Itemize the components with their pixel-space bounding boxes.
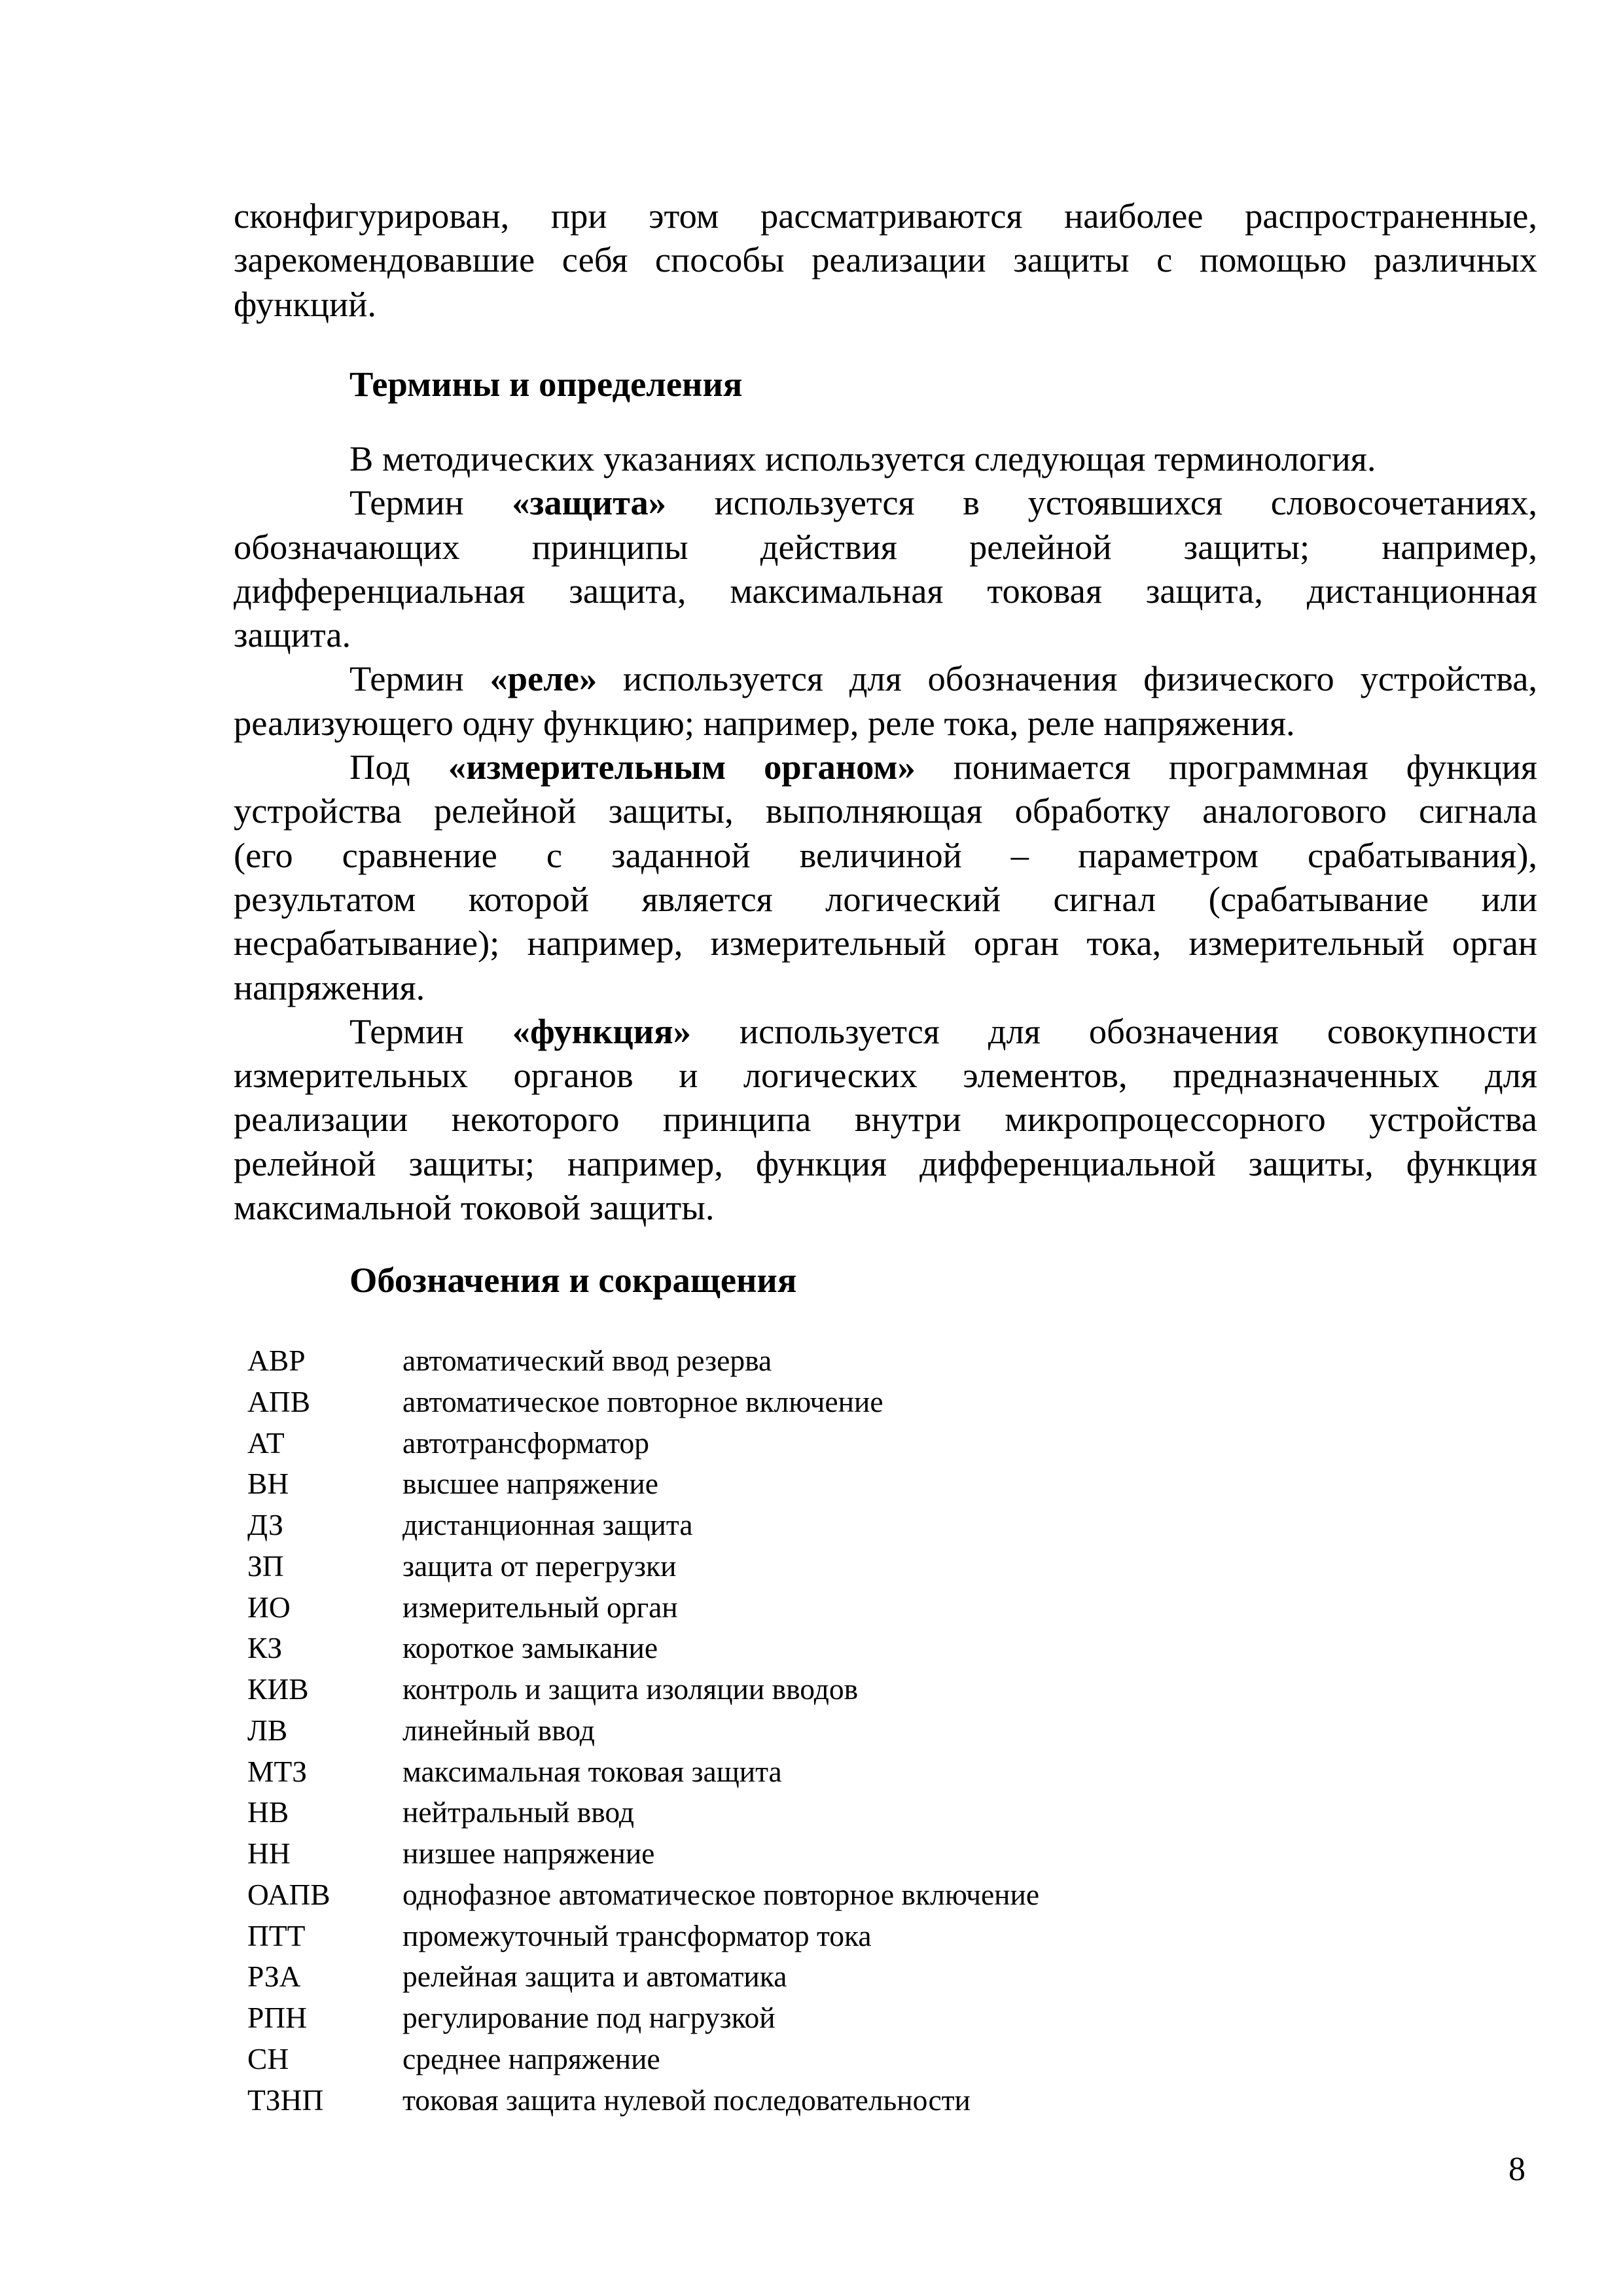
- abbreviation-code: ПТТ: [247, 1918, 306, 1952]
- abbreviation-row: [247, 2039, 1039, 2080]
- abbreviation-code: АТ: [247, 1426, 285, 1460]
- abbreviation-text: токовая защита нулевой последовательности: [402, 2083, 971, 2117]
- paragraph-function-line: [234, 1009, 1537, 1053]
- abbreviation-code: ЗП: [247, 1549, 284, 1583]
- abbreviation-row: [247, 1916, 1039, 1957]
- text-line: реализующего одну функцию; например, реле тока, реле напряжения.: [234, 702, 1295, 743]
- text-run: используется для обозначения совокупности: [690, 1011, 1537, 1051]
- abbreviation-text: однофазное автоматическое повторное включение: [402, 1877, 1040, 1911]
- text-line: зарекомендовавшие себя способы реализации защиты с помощью различных: [234, 240, 1537, 280]
- abbreviation-row: [247, 1998, 1039, 2039]
- abbreviation-code: КИВ: [247, 1672, 309, 1706]
- abbreviation-text: автотрансформатор: [402, 1426, 650, 1460]
- paragraph-terminology: В методических указаниях используется следующая терминология.: [349, 439, 1376, 478]
- text-run: используется для обозначения физического устройства,: [597, 658, 1538, 699]
- paragraph-relay-line: [234, 656, 1537, 700]
- text-line: релейной защиты; например, функция дифференциальной защиты, функция: [234, 1143, 1537, 1183]
- paragraph-protection-line: [234, 480, 1537, 524]
- text-line: результатом которой является логический сигнал (срабатывание или: [234, 878, 1537, 919]
- abbreviation-code: НВ: [247, 1795, 289, 1829]
- abbreviation-text: промежуточный трансформатор тока: [402, 1918, 872, 1952]
- abbreviation-row: [247, 1505, 1039, 1546]
- abbreviation-code: ДЗ: [247, 1508, 283, 1541]
- abbreviation-row: [247, 2080, 1039, 2121]
- abbreviation-row: [247, 1833, 1039, 1874]
- text-line: напряжения.: [234, 967, 425, 1007]
- terms-heading: Термины и определения: [349, 364, 743, 404]
- term-relay: «реле»: [490, 658, 597, 699]
- abbreviation-code: КЗ: [247, 1631, 283, 1665]
- abbreviation-row: [247, 1587, 1039, 1628]
- abbreviation-text: короткое замыкание: [402, 1631, 658, 1665]
- paragraph-measuring-line: [234, 745, 1537, 789]
- abbreviation-row: [247, 1382, 1039, 1423]
- abbreviation-code: ЛВ: [247, 1713, 288, 1747]
- text-run: используется в устоявшихся словосочетаниях,: [666, 482, 1537, 523]
- abbreviation-code: СН: [247, 2041, 289, 2075]
- abbreviation-text: линейный ввод: [402, 1713, 595, 1747]
- text-line: функций.: [234, 283, 376, 324]
- page-number: 8: [1508, 2151, 1525, 2188]
- text-line: несрабатывание); например, измерительный орган тока, измерительный орган: [234, 923, 1537, 963]
- abbreviation-code: ИО: [247, 1590, 291, 1624]
- text-line: устройства релейной защиты, выполняющая обработку аналогового сигнала: [234, 791, 1537, 831]
- abbreviation-code: АПВ: [247, 1384, 311, 1418]
- abbreviation-row: [247, 1423, 1039, 1464]
- text-line: (его сравнение с заданной величиной – параметром срабатывания),: [234, 834, 1537, 875]
- abbreviation-row: [247, 1546, 1039, 1587]
- abbreviation-text: нейтральный ввод: [402, 1795, 635, 1829]
- abbreviation-row: [247, 1463, 1039, 1505]
- text-run: Термин: [349, 1011, 512, 1051]
- text-line: максимальной токовой защиты.: [234, 1187, 715, 1228]
- abbreviation-code: МТЗ: [247, 1754, 308, 1788]
- text-run: Термин: [349, 482, 512, 523]
- text-line: сконфигурирован, при этом рассматриваются наиболее распространенные,: [234, 196, 1537, 236]
- abbreviation-text: измерительный орган: [402, 1590, 678, 1624]
- text-line: обозначающих принципы действия релейной защиты; например,: [234, 526, 1537, 567]
- text-run: Термин: [349, 658, 490, 699]
- abbreviation-text: защита от перегрузки: [402, 1549, 677, 1583]
- abbreviation-row: [247, 1710, 1039, 1751]
- abbreviation-code: РПН: [247, 2001, 308, 2034]
- text-line: дифференциальная защита, максимальная токовая защита, дистанционная: [234, 570, 1537, 611]
- term-function: «функция»: [512, 1011, 691, 1051]
- abbreviation-code: НН: [247, 1837, 291, 1870]
- terms-body: [234, 437, 1537, 1229]
- abbreviation-text: максимальная токовая защита: [402, 1754, 782, 1788]
- term-measuring-element: «измерительным органом»: [448, 747, 916, 787]
- abbreviation-code: ВН: [247, 1467, 289, 1501]
- abbreviation-row: [247, 1874, 1039, 1916]
- abbreviations-heading: Обозначения и сокращения: [349, 1260, 797, 1300]
- abbreviation-text: релейная защита и автоматика: [402, 1960, 787, 1994]
- abbreviation-code: ОАПВ: [247, 1877, 330, 1911]
- abbreviation-text: дистанционная защита: [402, 1508, 693, 1541]
- abbreviations-table-body: [247, 1340, 1039, 2121]
- term-protection: «защита»: [512, 482, 667, 523]
- abbreviation-text: регулирование под нагрузкой: [402, 2001, 776, 2034]
- text-run: понимается программная функция: [915, 747, 1537, 787]
- abbreviation-text: среднее напряжение: [402, 2041, 660, 2075]
- abbreviation-text: низшее напряжение: [402, 1837, 655, 1870]
- abbreviation-code: АВР: [247, 1344, 306, 1377]
- abbreviation-code: РЗА: [247, 1960, 301, 1994]
- abbreviations-table: [247, 1340, 1039, 2121]
- intro-paragraph: [234, 194, 1537, 326]
- text-line: реализации некоторого принципа внутри микропроцессорного устройства: [234, 1099, 1537, 1139]
- abbreviation-text: высшее напряжение: [402, 1467, 658, 1501]
- text-run: Под: [349, 747, 448, 787]
- abbreviation-row: [247, 1956, 1039, 1998]
- abbreviation-code: ТЗНП: [247, 2083, 324, 2117]
- text-line: измерительных органов и логических элементов, предназначенных для: [234, 1055, 1537, 1096]
- abbreviation-row: [247, 1628, 1039, 1669]
- abbreviation-row: [247, 1340, 1039, 1382]
- abbreviation-text: автоматическое повторное включение: [402, 1384, 883, 1418]
- text-line: защита.: [234, 615, 351, 655]
- abbreviation-text: автоматический ввод резерва: [402, 1344, 772, 1377]
- abbreviation-row: [247, 1751, 1039, 1793]
- abbreviation-row: [247, 1669, 1039, 1710]
- abbreviation-row: [247, 1792, 1039, 1833]
- abbreviation-text: контроль и защита изоляции вводов: [402, 1672, 859, 1706]
